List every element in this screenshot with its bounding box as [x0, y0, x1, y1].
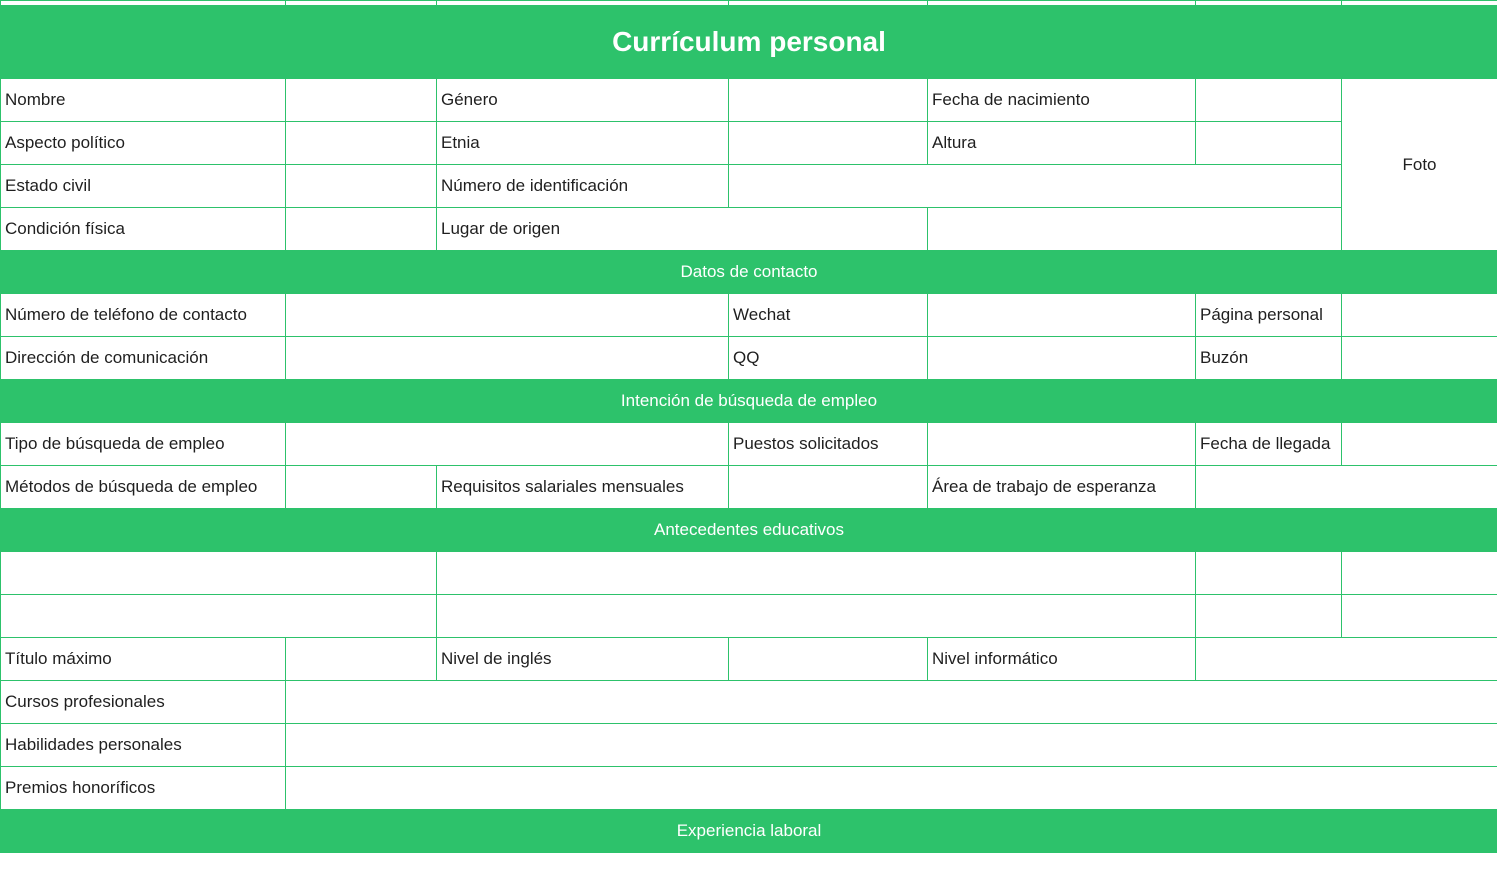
mailbox-label: Buzón [1196, 337, 1342, 380]
job-type-label: Tipo de búsqueda de empleo [1, 423, 286, 466]
computer-label: Nivel informático [928, 638, 1196, 681]
wechat-label: Wechat [729, 294, 928, 337]
table-row [1, 595, 1497, 638]
table-row [1, 165, 1497, 208]
work-section-title: Experiencia laboral [1, 810, 1497, 853]
table-row [1, 767, 1497, 810]
degree-label: Título máximo [1, 638, 286, 681]
table-row [1, 337, 1497, 380]
section-row [1, 509, 1497, 552]
table-row [1, 552, 1497, 595]
height-value[interactable] [1196, 122, 1342, 165]
section-row [1, 251, 1497, 294]
qq-label: QQ [729, 337, 928, 380]
address-value[interactable] [286, 337, 729, 380]
physical-label: Condición física [1, 208, 286, 251]
section-row [1, 810, 1497, 853]
marital-label: Estado civil [1, 165, 286, 208]
methods-value[interactable] [286, 466, 437, 509]
table-row [1, 423, 1497, 466]
birthdate-value[interactable] [1196, 79, 1342, 122]
salary-label: Requisitos salariales mensuales [437, 466, 729, 509]
table-row [1, 724, 1497, 767]
table-row [1, 208, 1497, 251]
courses-value[interactable] [286, 681, 1497, 724]
area-value[interactable] [1196, 466, 1497, 509]
title-row [1, 6, 1497, 79]
origin-label: Lugar de origen [437, 208, 928, 251]
arrival-label: Fecha de llegada [1196, 423, 1342, 466]
table-row [1, 122, 1497, 165]
ethnicity-label: Etnia [437, 122, 729, 165]
table-row [1, 681, 1497, 724]
page-title: Currículum personal [1, 6, 1497, 79]
marital-value[interactable] [286, 165, 437, 208]
table-row [1, 466, 1497, 509]
awards-value[interactable] [286, 767, 1497, 810]
qq-value[interactable] [928, 337, 1196, 380]
job-section-title: Intención de búsqueda de empleo [1, 380, 1497, 423]
education-section-title: Antecedentes educativos [1, 509, 1497, 552]
section-row [1, 380, 1497, 423]
positions-label: Puestos solicitados [729, 423, 928, 466]
birthdate-label: Fecha de nacimiento [928, 79, 1196, 122]
education-entry-cell[interactable] [1196, 552, 1342, 595]
homepage-label: Página personal [1196, 294, 1342, 337]
gender-value[interactable] [729, 79, 928, 122]
salary-value[interactable] [729, 466, 928, 509]
education-entry-cell[interactable] [1, 595, 437, 638]
wechat-value[interactable] [928, 294, 1196, 337]
homepage-value[interactable] [1342, 294, 1497, 337]
courses-label: Cursos profesionales [1, 681, 286, 724]
physical-value[interactable] [286, 208, 437, 251]
name-label: Nombre [1, 79, 286, 122]
address-label: Dirección de comunicación [1, 337, 286, 380]
table-row [1, 294, 1497, 337]
computer-value[interactable] [1196, 638, 1497, 681]
name-value[interactable] [286, 79, 437, 122]
education-entry-cell[interactable] [437, 552, 1196, 595]
english-value[interactable] [729, 638, 928, 681]
gender-label: Género [437, 79, 729, 122]
degree-value[interactable] [286, 638, 437, 681]
id-value[interactable] [729, 165, 1342, 208]
education-entry-cell[interactable] [1342, 595, 1497, 638]
awards-label: Premios honoríficos [1, 767, 286, 810]
origin-value[interactable] [928, 208, 1342, 251]
height-label: Altura [928, 122, 1196, 165]
education-entry-cell[interactable] [1342, 552, 1497, 595]
political-label: Aspecto político [1, 122, 286, 165]
contact-section-title: Datos de contacto [1, 251, 1497, 294]
education-entry-cell[interactable] [1196, 595, 1342, 638]
education-entry-cell[interactable] [437, 595, 1196, 638]
table-row [1, 638, 1497, 681]
ethnicity-value[interactable] [729, 122, 928, 165]
english-label: Nivel de inglés [437, 638, 729, 681]
positions-value[interactable] [928, 423, 1196, 466]
job-type-value[interactable] [286, 423, 729, 466]
phone-label: Número de teléfono de contacto [1, 294, 286, 337]
photo-cell[interactable]: Foto [1342, 79, 1497, 251]
political-value[interactable] [286, 122, 437, 165]
methods-label: Métodos de búsqueda de empleo [1, 466, 286, 509]
id-label: Número de identificación [437, 165, 729, 208]
arrival-value[interactable] [1342, 423, 1497, 466]
area-label: Área de trabajo de esperanza [928, 466, 1196, 509]
education-entry-cell[interactable] [1, 552, 437, 595]
phone-value[interactable] [286, 294, 729, 337]
mailbox-value[interactable] [1342, 337, 1497, 380]
skills-value[interactable] [286, 724, 1497, 767]
table-row [1, 79, 1497, 122]
skills-label: Habilidades personales [1, 724, 286, 767]
